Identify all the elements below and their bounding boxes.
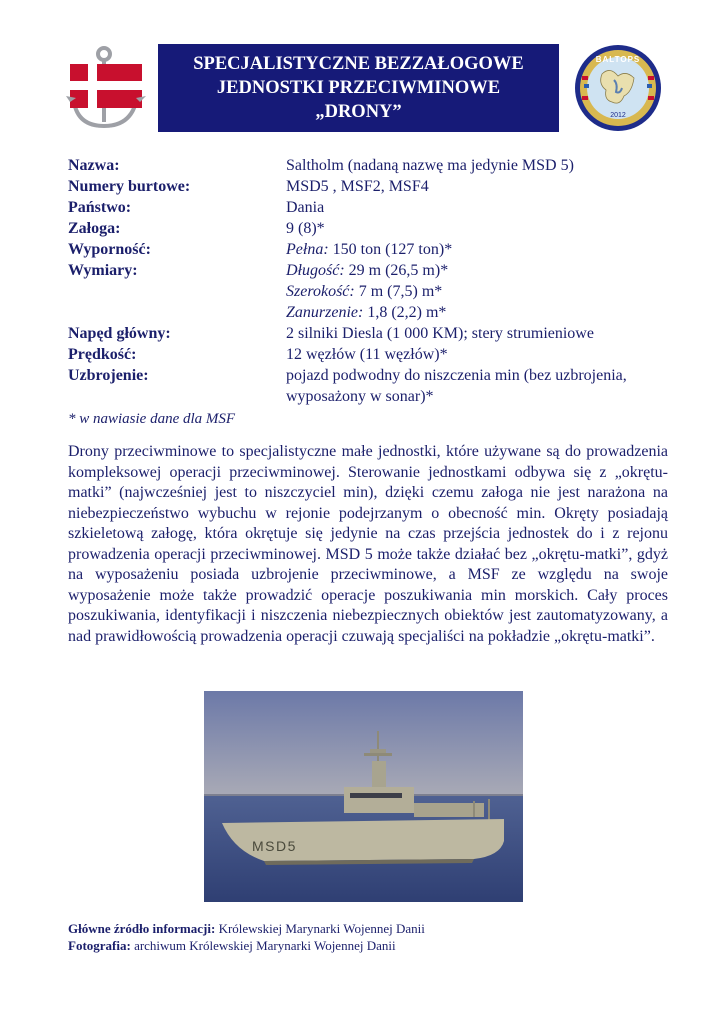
length-label: Długość:	[286, 262, 345, 279]
spec-row-propulsion	[68, 323, 668, 344]
title-line-1: SPECJALISTYCZNE BEZZAŁOGOWE	[193, 54, 524, 74]
spec-subvalue: 150 ton (127 ton)*	[328, 241, 453, 258]
spec-label: Numery burtowe:	[68, 178, 191, 195]
spec-label: Nazwa:	[68, 157, 120, 174]
spec-value	[286, 260, 668, 323]
spec-label: Uzbrojenie:	[68, 367, 149, 384]
badge-year: 2012	[610, 112, 626, 119]
spec-row-crew	[68, 218, 668, 239]
spec-value	[286, 239, 668, 260]
spec-sublabel: Pełna:	[286, 241, 329, 258]
vessel-photo	[204, 691, 523, 902]
spec-row-hull-numbers	[68, 176, 668, 197]
specs-table	[68, 155, 668, 407]
footer-credits	[68, 920, 425, 954]
spec-value: MSD5 , MSF2, MSF4	[286, 178, 429, 195]
source-label: Główne źródło informacji:	[68, 921, 216, 936]
footer-source	[68, 920, 425, 937]
spec-value: 9 (8)*	[286, 220, 325, 237]
spec-row-name	[68, 155, 668, 176]
spec-label: Załoga:	[68, 220, 121, 237]
spec-value: Dania	[286, 199, 325, 216]
spec-row-speed	[68, 344, 668, 365]
armament-line-2: wyposażony w sonar)*	[286, 388, 434, 405]
spec-label: Wyporność:	[68, 241, 151, 258]
spec-row-displacement	[68, 239, 668, 260]
footnote-msf: * w nawiasie dane dla MSF	[68, 411, 236, 427]
photo-label: Fotografia:	[68, 938, 131, 953]
photo-value: archiwum Królewskiej Marynarki Wojennej Danii	[130, 938, 396, 953]
spec-label: Państwo:	[68, 199, 132, 216]
spec-value: Saltholm (nadaną nazwę ma jedynie MSD 5)	[286, 157, 574, 174]
source-value: Królewskiej Marynarki Wojennej Danii	[215, 921, 425, 936]
length-value: 29 m (26,5 m)*	[344, 262, 449, 279]
footer-photo	[68, 937, 425, 954]
spec-row-dimensions	[68, 260, 668, 323]
spec-label: Prędkość:	[68, 346, 137, 363]
draft-value: 1,8 (2,2) m*	[363, 304, 447, 321]
hull-marking: MSD5	[252, 838, 297, 854]
spec-label: Napęd główny:	[68, 325, 171, 342]
width-label: Szerokość:	[286, 283, 355, 300]
spec-value: 12 węzłów (11 węzłów)*	[286, 346, 448, 363]
spec-row-country	[68, 197, 668, 218]
title-line-2: JEDNOSTKI PRZECIWMINOWE	[216, 78, 501, 98]
spec-value: 2 silniki Diesla (1 000 KM); stery strumieniowe	[286, 325, 594, 342]
spec-label: Wymiary:	[68, 262, 138, 279]
badge-text: BALTOPS	[595, 55, 641, 64]
draft-label: Zanurzenie:	[286, 304, 364, 321]
width-value: 7 m (7,5) m*	[354, 283, 443, 300]
spec-row-armament	[68, 365, 668, 407]
description-paragraph: Drony przeciwminowe to specjalistyczne małe jednostki, które używane są do prowadzenia kompleksowej operacji przeciwminowej. Sterowanie jednostkami odbywa się z „okrętu-matki” (najwcześniej jest to niszczyciel min), dzięki czemu załoga nie jest narażona na niebezpieczeństwo wybuchu w rejonie podejrzanym o obecność min. Okręty posiadają szkieletową załogę, która okrętuje się jedynie na czas przejścia jednostek do i z rejonu prowadzenia operacji przeciwminowej. MSD 5 może także działać bez „okrętu-matki”, gdyż na wyposażeniu posiada uzbrojenie przeciwminowe, a MSF ze względu na swoje wyposażenie może także prowadzić operacje poszukiwania min morskich. Cały proces poszukiwania, identyfikacji i niszczenia niebezpiecznych obiektów jest zautomatyzowany, a nad prawidłowością prowadzenia operacji czuwają specjaliści na pokładzie „okrętu-matki”.	[68, 443, 668, 645]
armament-line-1: pojazd podwodny do niszczenia min (bez uzbrojenia,	[286, 367, 627, 384]
spec-value	[286, 365, 668, 407]
page-title-box	[158, 44, 559, 132]
title-line-3: „DRONY”	[315, 102, 402, 122]
baltops-badge	[574, 44, 662, 132]
danish-navy-anchor-logo	[66, 44, 146, 134]
